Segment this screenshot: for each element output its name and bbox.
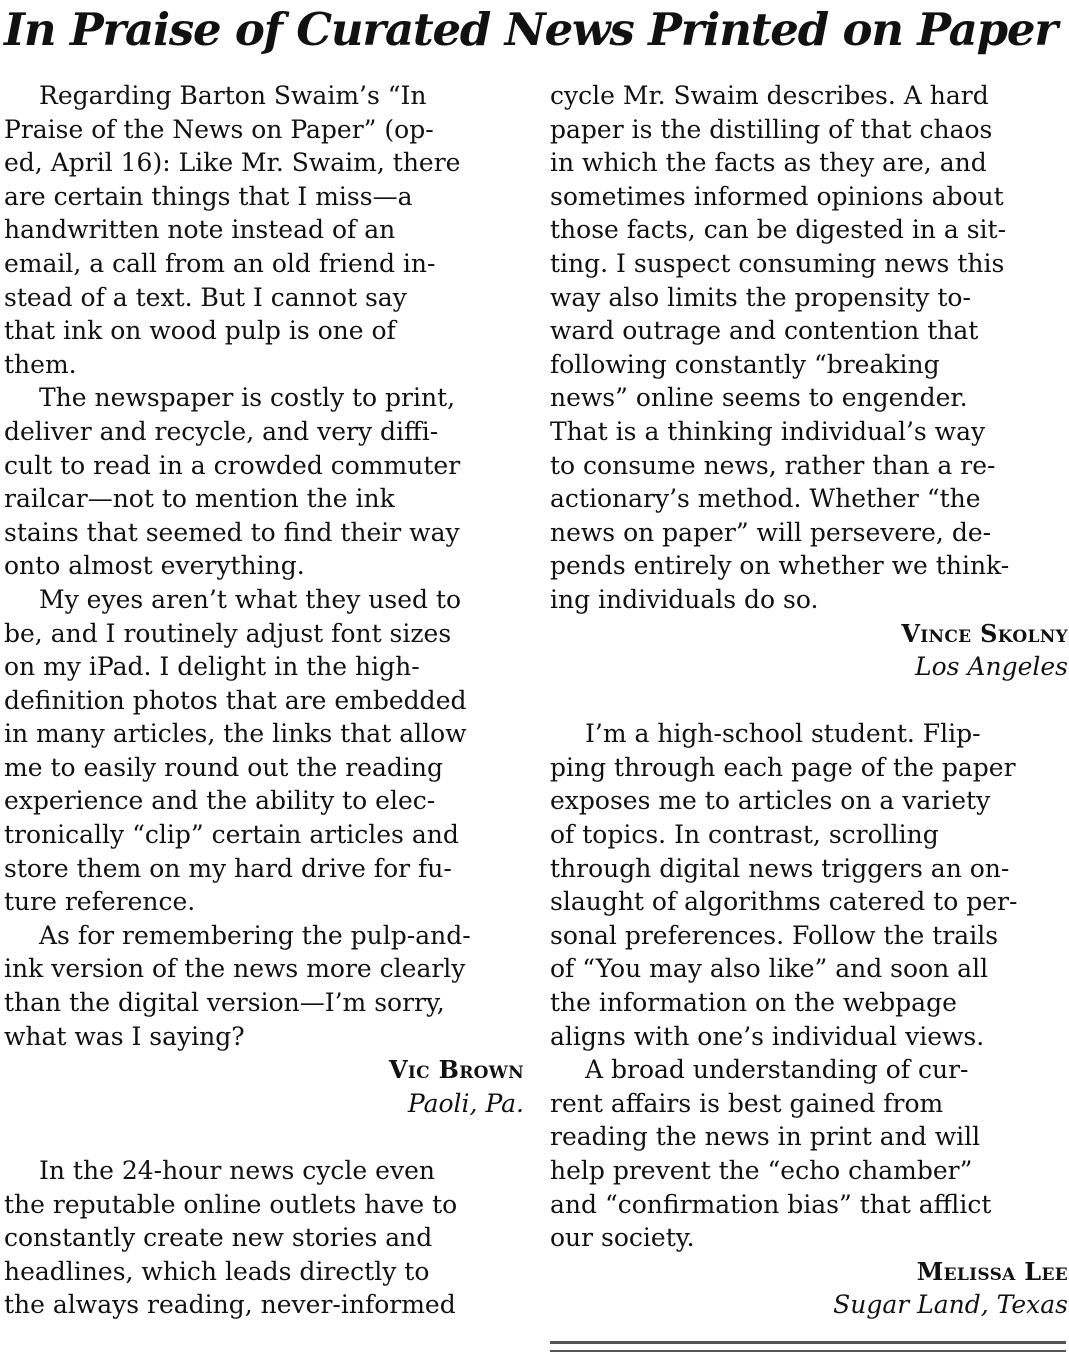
text-line: that ink on wood pulp is one of xyxy=(4,316,396,346)
paragraph-first-line: The newspaper is costly to print, xyxy=(39,383,456,413)
left-column xyxy=(4,79,524,1322)
text-line: them. xyxy=(4,349,77,379)
text-line: the information on the webpage xyxy=(550,988,957,1018)
paragraph-first-line: Regarding Barton Swaim’s “In xyxy=(39,81,427,110)
text-line: experience and the ability to elec- xyxy=(4,786,436,816)
paragraph-first-line: In the 24-hour news cycle even xyxy=(39,1156,435,1185)
letter-gap xyxy=(550,684,1068,718)
signature-place: Los Angeles xyxy=(914,652,1068,682)
text-line: through digital news triggers an on- xyxy=(550,853,1010,883)
signature-name: Vince Skolny xyxy=(901,618,1068,648)
letter-vince-skolny-start xyxy=(4,1154,524,1322)
text-line: the reputable online outlets have to xyxy=(4,1189,458,1219)
signature-place: Sugar Land, Texas xyxy=(833,1290,1068,1320)
letter-melissa-lee xyxy=(550,717,1068,1255)
text-line: constantly create new stories and xyxy=(4,1223,433,1253)
paragraph-first-line: A broad understanding of cur- xyxy=(585,1055,969,1085)
text-line: sonal preferences. Follow the trails xyxy=(550,920,999,950)
text-line: to consume news, rather than a re- xyxy=(550,450,996,480)
text-line: slaught of algorithms catered to per- xyxy=(550,887,1018,917)
text-line: be, and I routinely adjust font sizes xyxy=(4,618,452,648)
text-line: stains that seemed to find their way xyxy=(4,517,460,547)
text-line: of topics. In contrast, scrolling xyxy=(550,820,939,850)
text-line: tronically “clip” certain articles and xyxy=(4,820,459,850)
text-line: cult to read in a crowded commuter xyxy=(4,450,461,480)
text-line: ward outrage and contention that xyxy=(550,316,979,346)
text-line: of “You may also like” and soon all xyxy=(550,954,989,984)
paragraph-first-line: As for remembering the pulp-and- xyxy=(39,920,471,950)
paragraph-first-line: I’m a high-school student. Flip- xyxy=(585,719,981,749)
text-line: those facts, can be digested in a sit- xyxy=(550,215,1007,245)
text-line: on my iPad. I delight in the high- xyxy=(4,652,420,682)
letter-vic-brown xyxy=(4,79,524,1053)
text-line: news on paper” will persevere, de- xyxy=(550,517,992,547)
text-line: ed, April 16): Like Mr. Swaim, there xyxy=(4,148,461,178)
text-line: ture reference. xyxy=(4,887,196,917)
text-line: pends entirely on whether we think- xyxy=(550,551,1010,581)
text-line: exposes me to articles on a variety xyxy=(550,786,991,816)
text-line: are certain things that I miss—a xyxy=(4,181,413,211)
headline: In Praise of Curated News Printed on Paper xyxy=(4,3,1057,56)
text-line: than the digital version—I’m sorry, xyxy=(4,988,445,1018)
text-line: in which the facts as they are, and xyxy=(550,148,987,178)
signature-name: Melissa Lee xyxy=(916,1256,1068,1286)
text-line: our society. xyxy=(550,1223,695,1253)
column-end-rule xyxy=(550,1341,1066,1352)
text-line: onto almost everything. xyxy=(4,551,305,581)
text-line: ink version of the news more clearly xyxy=(4,954,466,984)
text-line: me to easily round out the reading xyxy=(4,752,444,782)
text-line: email, a call from an old friend in- xyxy=(4,248,436,278)
text-line: rent affairs is best gained from xyxy=(550,1088,944,1118)
text-line: railcar—not to mention the ink xyxy=(4,484,395,514)
text-line: stead of a text. But I cannot say xyxy=(4,282,407,312)
letter-gap xyxy=(4,1120,524,1154)
text-line: ping through each page of the paper xyxy=(550,752,1016,782)
text-line: ting. I suspect consuming news this xyxy=(550,248,1005,278)
text-line: the always reading, never-informed xyxy=(4,1290,456,1320)
letter-vince-skolny-continued xyxy=(550,79,1068,617)
text-line: handwritten note instead of an xyxy=(4,215,396,245)
text-line: Praise of the News on Paper” (op- xyxy=(4,114,434,144)
text-line: cycle Mr. Swaim describes. A hard xyxy=(550,81,989,110)
paragraph-first-line: My eyes aren’t what they used to xyxy=(39,584,462,614)
text-line: news” online seems to engender. xyxy=(550,383,968,413)
right-column xyxy=(550,79,1068,1322)
text-line: reading the news in print and will xyxy=(550,1122,981,1152)
text-line: and “confirmation bias” that afflict xyxy=(550,1189,992,1219)
text-line: help prevent the “echo chamber” xyxy=(550,1156,973,1185)
text-line: definition photos that are embedded xyxy=(4,685,467,715)
text-line: sometimes informed opinions about xyxy=(550,181,1004,211)
signature-place: Paoli, Pa. xyxy=(407,1088,524,1118)
text-line: headlines, which leads directly to xyxy=(4,1256,430,1286)
text-line: ing individuals do so. xyxy=(550,584,819,614)
text-line: actionary’s method. Whether “the xyxy=(550,484,981,514)
text-line: following constantly “breaking xyxy=(550,349,940,379)
text-line: paper is the distilling of that chaos xyxy=(550,114,993,144)
signature-name: Vic Brown xyxy=(388,1055,524,1085)
text-line: store them on my hard drive for fu- xyxy=(4,853,452,883)
text-line: in many articles, the links that allow xyxy=(4,719,467,749)
text-line: deliver and recycle, and very diffi- xyxy=(4,416,439,446)
text-line: way also limits the propensity to- xyxy=(550,282,971,312)
text-line: aligns with one’s individual views. xyxy=(550,1021,985,1051)
text-line: what was I saying? xyxy=(4,1021,245,1051)
text-line: That is a thinking individual’s way xyxy=(550,416,986,446)
